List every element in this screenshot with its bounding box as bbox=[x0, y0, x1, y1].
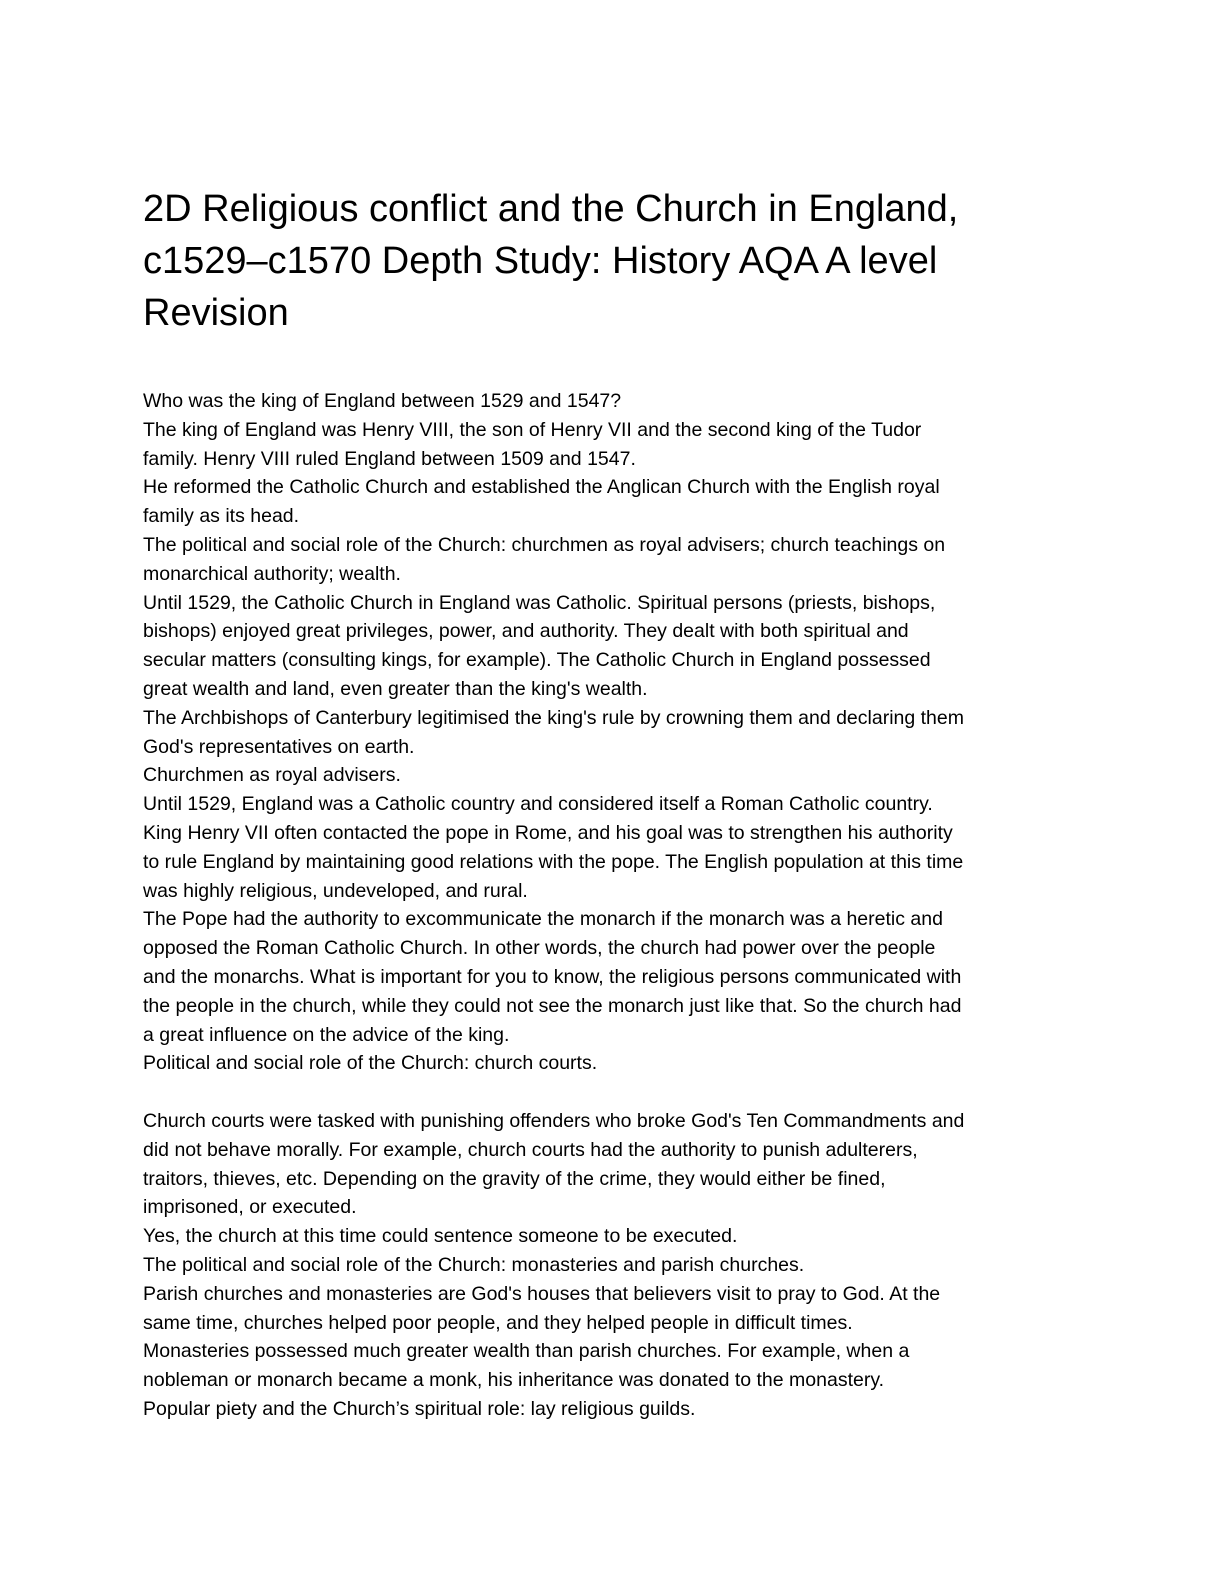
body-line: did not behave morally. For example, church courts had the authority to punish adulterers, bbox=[143, 1138, 918, 1161]
title-line: c1529–c1570 Depth Study: History AQA A level bbox=[143, 240, 938, 282]
title-line: 2D Religious conflict and the Church in England, bbox=[143, 188, 959, 230]
body-line: The king of England was Henry VIII, the son of Henry VII and the second king of the Tudor bbox=[143, 418, 922, 441]
body-line: Political and social role of the Church: church courts. bbox=[143, 1052, 598, 1075]
body-line: family as its head. bbox=[143, 505, 300, 528]
blank-line bbox=[143, 1078, 1073, 1107]
body-line: family. Henry VIII ruled England between 1509 and 1547. bbox=[143, 447, 636, 470]
body-line: the people in the church, while they could not see the monarch just like that. So the church had bbox=[143, 994, 962, 1017]
body-line: secular matters (consulting kings, for example). The Catholic Church in England possessed bbox=[143, 649, 931, 672]
body-line: Popular piety and the Church’s spiritual role: lay religious guilds. bbox=[143, 1397, 696, 1420]
body-line: traitors, thieves, etc. Depending on the gravity of the crime, they would either be fined, bbox=[143, 1167, 886, 1190]
body-line: He reformed the Catholic Church and established the Anglican Church with the English royal bbox=[143, 476, 940, 499]
body-line: Who was the king of England between 1529 and 1547? bbox=[143, 390, 622, 412]
body-line: great wealth and land, even greater than the king's wealth. bbox=[143, 677, 648, 700]
body-line: same time, churches helped poor people, and they helped people in difficult times. bbox=[143, 1311, 853, 1334]
body-line: King Henry VII often contacted the pope in Rome, and his goal was to strengthen his authority bbox=[143, 821, 953, 844]
body-line: Until 1529, the Catholic Church in England was Catholic. Spiritual persons (priests, bishops, bbox=[143, 591, 936, 614]
document-page bbox=[143, 183, 1073, 1424]
body-line: The political and social role of the Church: churchmen as royal advisers; church teachings on bbox=[143, 533, 946, 556]
document-title bbox=[143, 183, 1073, 339]
body-line: The political and social role of the Church: monasteries and parish churches. bbox=[143, 1253, 805, 1276]
body-line: was highly religious, undeveloped, and rural. bbox=[143, 879, 528, 902]
body-line: Church courts were tasked with punishing offenders who broke God's Ten Commandments and bbox=[143, 1109, 965, 1132]
body-line: bishops) enjoyed great privileges, power, and authority. They dealt with both spiritual and bbox=[143, 620, 909, 643]
document-body bbox=[143, 387, 1073, 1424]
body-line: Monasteries possessed much greater wealth than parish churches. For example, when a bbox=[143, 1340, 910, 1363]
body-line: imprisoned, or executed. bbox=[143, 1196, 357, 1219]
body-line: and the monarchs. What is important for you to know, the religious persons communicated with bbox=[143, 965, 962, 988]
body-line: The Pope had the authority to excommunicate the monarch if the monarch was a heretic and bbox=[143, 908, 943, 931]
body-line: to rule England by maintaining good relations with the pope. The English population at this time bbox=[143, 850, 964, 873]
body-line: The Archbishops of Canterbury legitimised the king's rule by crowning them and declaring them bbox=[143, 706, 964, 729]
body-line: God's representatives on earth. bbox=[143, 735, 415, 758]
title-line: Revision bbox=[143, 292, 289, 334]
body-line: Until 1529, England was a Catholic country and considered itself a Roman Catholic country. bbox=[143, 793, 933, 816]
body-line: nobleman or monarch became a monk, his inheritance was donated to the monastery. bbox=[143, 1369, 885, 1392]
body-line: monarchical authority; wealth. bbox=[143, 562, 401, 585]
body-line: a great influence on the advice of the king. bbox=[143, 1023, 510, 1046]
body-line: Yes, the church at this time could sentence someone to be executed. bbox=[143, 1225, 738, 1248]
body-line: Churchmen as royal advisers. bbox=[143, 764, 401, 787]
body-line: Parish churches and monasteries are God's houses that believers visit to pray to God. At the bbox=[143, 1282, 941, 1305]
body-line: opposed the Roman Catholic Church. In other words, the church had power over the people bbox=[143, 937, 936, 960]
